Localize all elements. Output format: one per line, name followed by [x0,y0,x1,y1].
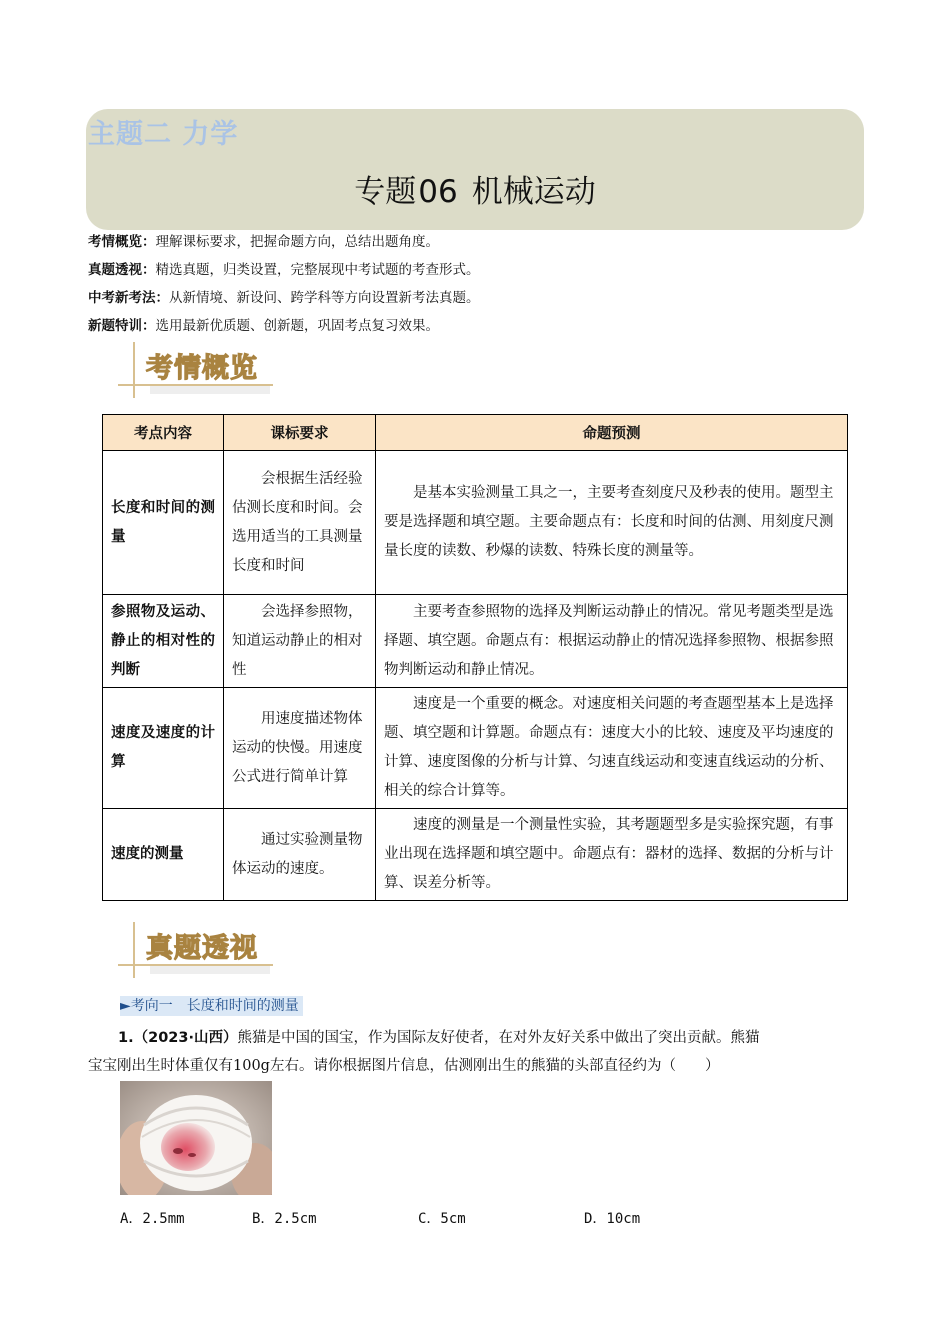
question-1 [88,1024,860,1080]
requirement-cell: 会根据生活经验估测长度和时间。会选用适当的工具测量长度和时间 [224,451,376,595]
title-vertical-rule [133,342,135,398]
intro-text: 选用最新优质题、创新题，巩固考点复习效果。 [155,318,439,334]
intro-key: 考情概览： [88,234,156,250]
option-b: B．2.5cm [252,1211,317,1227]
question-source: （2023·山西） [133,1030,238,1046]
question-line [88,1024,860,1052]
intro-key: 中考新考法： [88,290,169,306]
topic-cell: 长度和时间的测量 [103,451,224,595]
intro-text: 理解课标要求，把握命题方向，总结出题角度。 [155,234,439,250]
intro-line [88,312,868,340]
question-text: 熊猫是中国的国宝，作为国际友好使者，在对外友好关系中做出了突出贡献。熊猫 [237,1030,760,1046]
panda-cub-image [120,1081,272,1195]
option-d: D．10cm [584,1211,641,1227]
prediction-cell: 速度是一个重要的概念。对速度相关问题的考查题型基本上是选择题、填空题和计算题。命题点有：速度大小的比较、速度及平均速度的计算、速度图像的分析与计算、匀速直线运动和变速直线运动的分析、相关的综合计算等。 [376,688,848,809]
theme-tag: 主题二 力学 [88,119,239,150]
intro-key: 新题特训： [88,318,156,334]
option-c: C．5cm [418,1211,466,1227]
question-number: 1. [118,1030,134,1046]
intro-text: 精选真题，归类设置，完整展现中考试题的考查形式。 [155,262,480,278]
section-title-overview [118,342,278,400]
title-prefix: 专题 [354,174,417,210]
table-row [103,809,848,901]
topic-cell: 速度及速度的计算 [103,688,224,809]
title-number: 06 [418,174,458,210]
page-title [0,166,950,211]
title-name: 机械运动 [471,174,596,210]
intro-line [88,284,868,312]
panda-cub-photo [120,1081,272,1195]
section-title-text: 真题透视 [146,933,258,964]
intro-line [88,256,868,284]
table-row [103,688,848,809]
column-header: 考点内容 [103,415,224,451]
topic-cell: 参照物及运动、静止的相对性的判断 [103,595,224,688]
requirement-cell: 会选择参照物，知道运动静止的相对性 [224,595,376,688]
table-row [103,451,848,595]
prediction-cell: 速度的测量是一个测量性实验，其考题题型多是实验探究题，有事业出现在选择题和填空题中。命题点有：器材的选择、数据的分析与计算、误差分析等。 [376,809,848,901]
column-header: 课标要求 [224,415,376,451]
requirement-cell: 通过实验测量物体运动的速度。 [224,809,376,901]
table-row [103,595,848,688]
prediction-cell: 主要考查参照物的选择及判断运动静止的情况。常见考题类型是选择题、填空题。命题点有：根据运动静止的情况选择参照物、根据参照物判断运动和静止情况。 [376,595,848,688]
title-vertical-rule [133,922,135,978]
section-title-past-exams [118,922,278,980]
section-title-text: 考情概览 [146,353,258,384]
topic-cell: 速度的测量 [103,809,224,901]
table-header-row [103,415,848,451]
overview-table [102,414,848,901]
requirement-cell: 用速度描述物体运动的快慢。用速度公式进行简单计算 [224,688,376,809]
prediction-cell: 是基本实验测量工具之一，主要考查刻度尺及秒表的使用。题型主要是选择题和填空题。主要命题点有：长度和时间的估测、用刻度尺测量长度的读数、秒爆的读数、特殊长度的测量等。 [376,451,848,595]
intro-line [88,228,868,256]
question-text: 宝宝刚出生时体重仅有100g左右。请你根据图片信息，估测刚出生的熊猫的头部直径约为（ ） [88,1058,720,1074]
intro-key: 真题透视： [88,262,156,278]
option-a: A．2.5mm [120,1211,185,1227]
intro-text: 从新情境、新设问、跨学科等方向设置新考法真题。 [169,290,480,306]
intro-block [88,228,868,340]
exam-direction-heading: ►考向一 长度和时间的测量 [120,996,303,1016]
column-header: 命题预测 [376,415,848,451]
